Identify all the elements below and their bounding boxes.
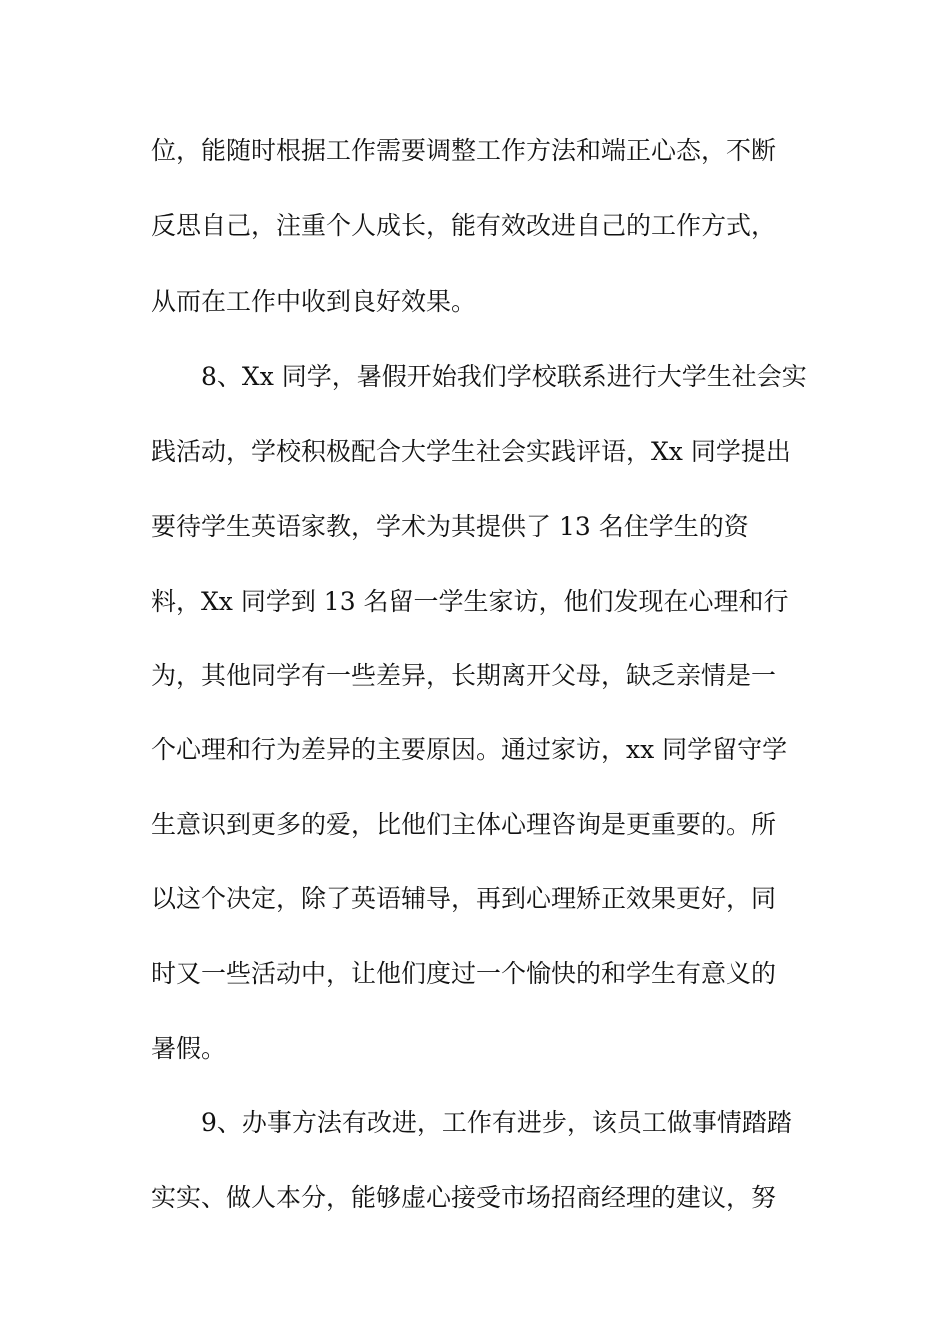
text-line: 位，能随时根据工作需要调整工作方法和端正心态，不断 [151,136,777,165]
paragraph-8-start: 8、Xx 同学，暑假开始我们学校联系进行大学生社会实 [151,362,807,391]
text-line: 反思自己，注重个人成长，能有效改进自己的工作方式， [151,211,777,240]
text-line: 践活动，学校积极配合大学生社会实践评语，Xx 同学提出 [151,437,791,466]
text-line: 要待学生英语家教，学术为其提供了 13 名住学生的资 [151,512,749,541]
text-line: 生意识到更多的爱，比他们主体心理咨询是更重要的。所 [151,810,777,839]
text-line: 个心理和行为差异的主要原因。通过家访，xx 同学留守学 [151,735,788,764]
paragraph-9-start: 9、办事方法有改进，工作有进步，该员工做事情踏踏 [151,1108,792,1137]
text-line: 实实、做人本分，能够虚心接受市场招商经理的建议，努 [151,1183,777,1212]
text-line: 暑假。 [151,1034,227,1063]
text-line: 从而在工作中收到良好效果。 [151,287,477,316]
text-line: 为，其他同学有一些差异，长期离开父母，缺乏亲情是一 [151,661,777,690]
text-line: 以这个决定，除了英语辅导，再到心理矫正效果更好，同 [151,884,777,913]
text-line: 料，Xx 同学到 13 名留一学生家访，他们发现在心理和行 [151,587,789,616]
text-line: 时又一些活动中，让他们度过一个愉快的和学生有意义的 [151,959,777,988]
